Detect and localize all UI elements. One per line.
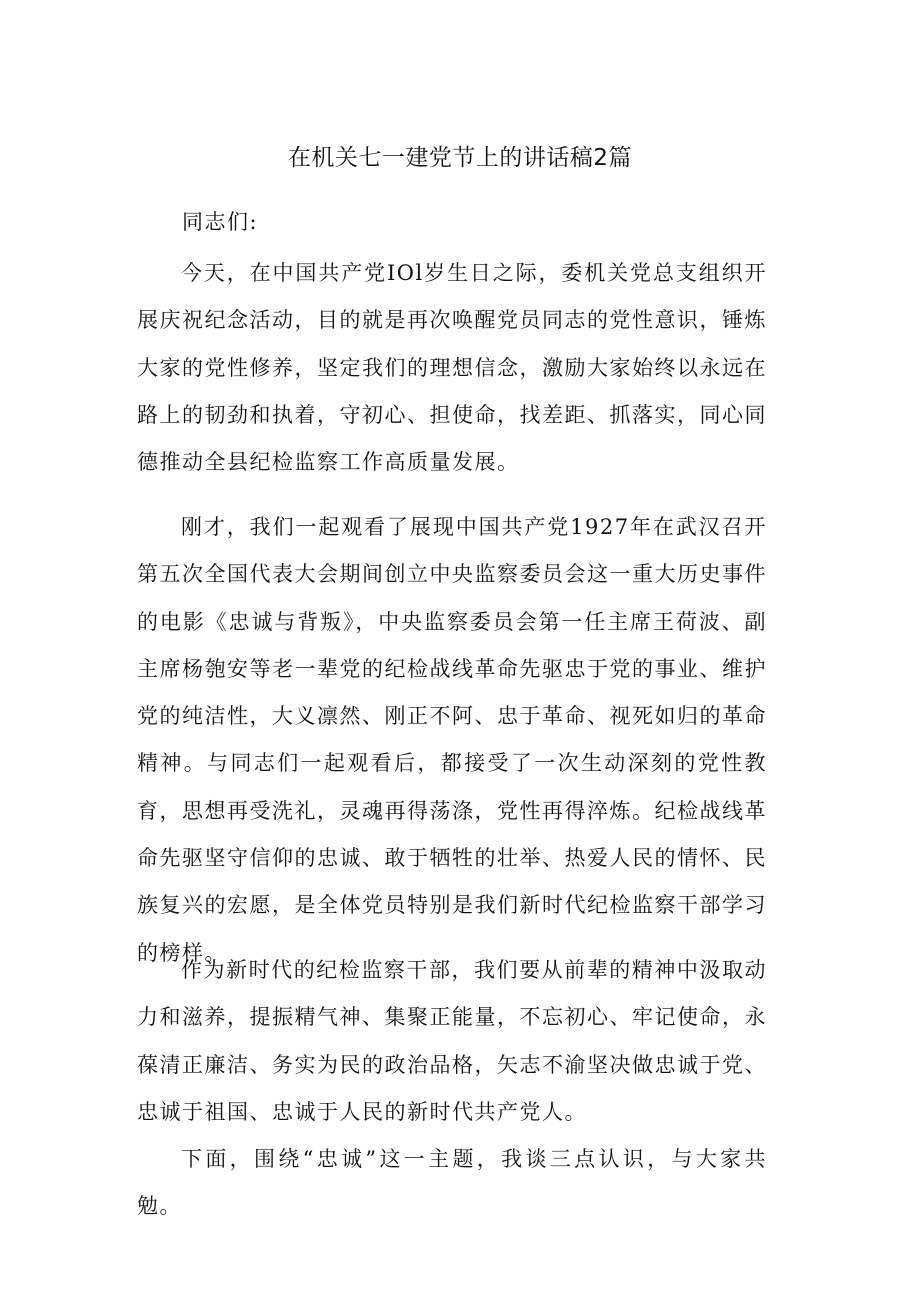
paragraph-3: 作为新时代的纪检监察干部，我们要从前辈的精神中汲取动力和滋养，提振精气神、集聚正能量，不忘初心、牢记使命，永葆清正廉洁、务实为民的政治品格，矢志不渝坚决做忠诚于党、忠诚于祖国、忠诚于人民的新时代共产党人。 [137, 958, 767, 1124]
salutation: 同志们: [182, 210, 259, 234]
paragraph-4: 下面，围绕“忠诚”这一主题，我谈三点认识，与大家共勉。 [137, 1147, 767, 1219]
paragraph-2: 刚才，我们一起观看了展现中国共产党1927年在武汉召开第五次全国代表大会期间创立中央监察委员会这一重大历史事件的电影《忠诚与背叛》，中央监察委员会第一任主席王荷波、副主席杨匏安等老一辈党的纪检战线革命先驱忠于党的事业、维护党的纯洁性，大义凛然、刚正不阿、忠于革命、视死如归的革命精神。与同志们一起观看后，都接受了一次生动深刻的党性教育，思想再受洗礼，灵魂再得荡涤，党性再得淬炼。纪检战线革命先驱坚守信仰的忠诚、敢于牺牲的壮举、热爱人民的情怀、民族复兴的宏愿，是全体党员特别是我们新时代纪检监察干部学习的榜样。 [137, 515, 767, 965]
paragraph-1: 今天，在中国共产党IOl岁生日之际，委机关党总支组织开展庆祝纪念活动，目的就是再次唤醒党员同志的党性意识，锤炼大家的党性修养，坚定我们的理想信念，激励大家始终以永远在路上的韧劲和执着，守初心、担使命，找差距、抓落实，同心同德推动全县纪检监察工作高质量发展。 [137, 261, 767, 475]
document-title: 在机关七一建党节上的讲话稿2篇 [287, 145, 633, 171]
